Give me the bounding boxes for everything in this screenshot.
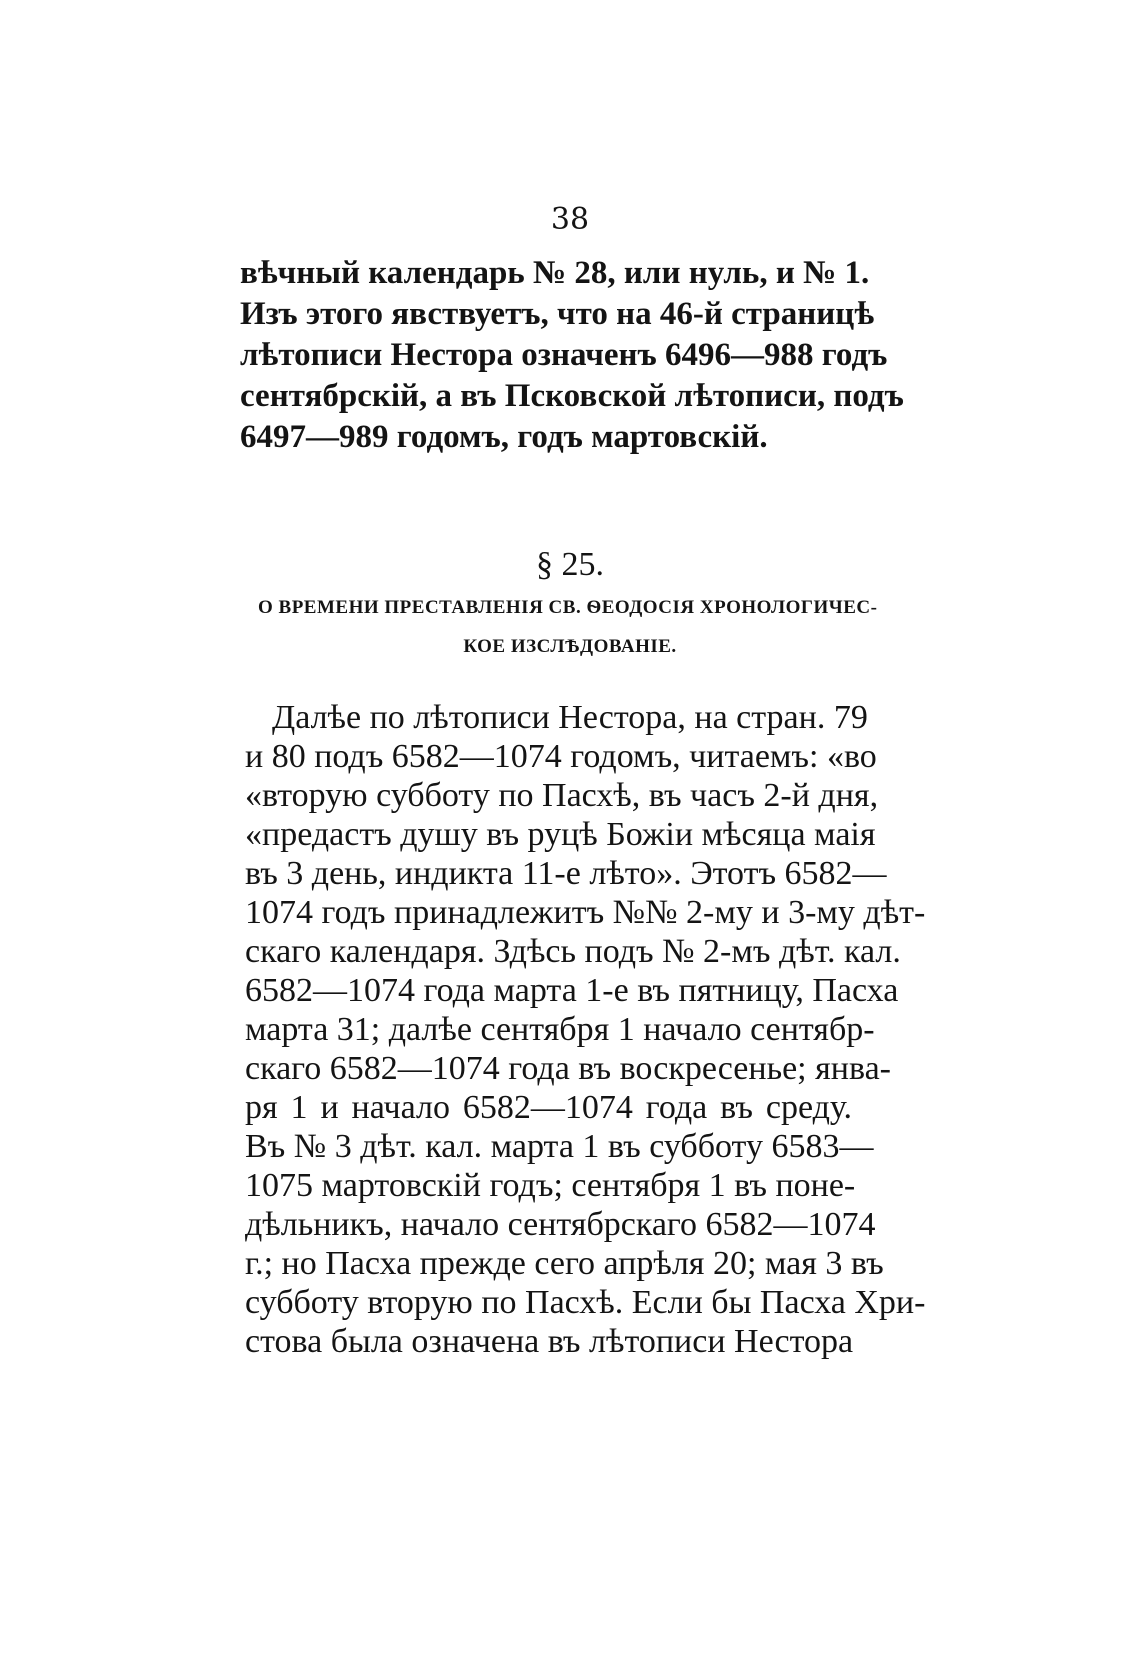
section-heading-line: КОЕ ИЗСЛѢДОВАНІЕ. bbox=[463, 636, 677, 657]
text-line: 6582—1074 года марта 1-е въ пятницу, Пасха bbox=[245, 972, 899, 1009]
text-line: Въ № 3 дѣт. кал. марта 1 въ субботу 6583— bbox=[245, 1128, 874, 1165]
text-line: и 80 подъ 6582—1074 годомъ, читаемъ: «во bbox=[245, 738, 877, 775]
text-line: Далѣе по лѣтописи Нестора, на стран. 79 bbox=[272, 699, 868, 736]
text-line: сентябрскій, а въ Псковской лѣтописи, подъ bbox=[240, 378, 904, 414]
text-line: Изъ этого явствуетъ, что на 46-й страницѣ bbox=[240, 296, 875, 332]
text-line: въ 3 день, индикта 11-е лѣто». Этотъ 6582— bbox=[245, 855, 887, 892]
text-line: стова была означена въ лѣтописи Нестора bbox=[245, 1323, 854, 1360]
text-line: скаго 6582—1074 года въ воскресенье; янва- bbox=[245, 1050, 891, 1087]
text-line: марта 31; далѣе сентября 1 начало сентябр- bbox=[245, 1011, 875, 1048]
text-line: ря 1 и начало 6582—1074 года въ среду. bbox=[245, 1089, 852, 1126]
text-line: «вторую субботу по Пасхѣ, въ часъ 2-й дня, bbox=[245, 777, 879, 814]
text-line: г.; но Пасха прежде сего апрѣля 20; мая 3 въ bbox=[245, 1245, 884, 1282]
text-line: «предастъ душу въ руцѣ Божіи мѣсяца маія bbox=[245, 816, 876, 853]
text-line: вѣчный календарь № 28, или нуль, и № 1. bbox=[240, 255, 870, 291]
text-line: 6497—989 годомъ, годъ мартовскій. bbox=[240, 419, 768, 455]
text-line: лѣтописи Нестора означенъ 6496—988 годъ bbox=[240, 337, 888, 373]
text-line: скаго календаря. Здѣсь подъ № 2-мъ дѣт. кал. bbox=[245, 933, 901, 970]
text-line: дѣльникъ, начало сентябрскаго 6582—1074 bbox=[245, 1206, 876, 1243]
text-line: 1075 мартовскій годъ; сентября 1 въ поне- bbox=[245, 1167, 856, 1204]
page-number: 38 bbox=[550, 202, 590, 237]
section-heading-line: О ВРЕМЕНИ ПРЕСТАВЛЕНІЯ СВ. ѲЕОДОСІЯ ХРОНОЛОГИЧЕС- bbox=[258, 597, 878, 618]
text-line: субботу вторую по Пасхѣ. Если бы Пасха Хри- bbox=[245, 1284, 926, 1321]
section-number: § 25. bbox=[536, 546, 604, 583]
text-line: 1074 годъ принадлежитъ №№ 2-му и 3-му дѣт- bbox=[245, 894, 926, 931]
